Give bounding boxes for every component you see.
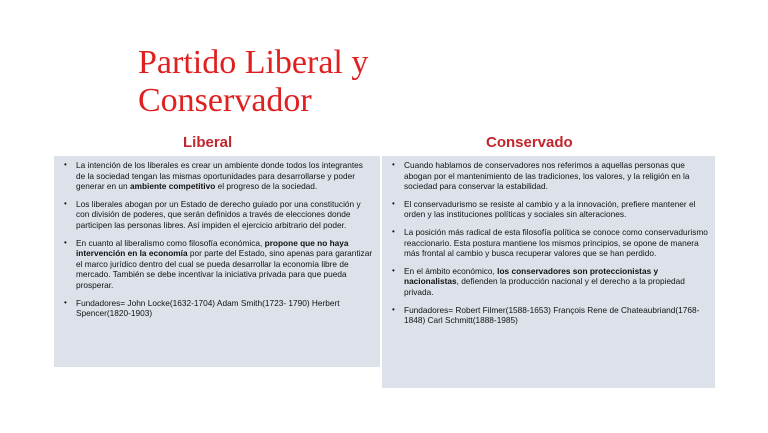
list-item: • Fundadores= Robert Filmer(1588-1653) François Rene de Chateaubriand(1768-1848) Carl Schmitt(1888-1985) [392, 304, 700, 326]
bullet-icon: • [64, 160, 67, 169]
bullet-icon: • [392, 304, 395, 314]
bullet-icon: • [64, 297, 67, 307]
liberal-heading: Liberal [183, 134, 233, 151]
list-item: • El conservadurismo se resiste al cambio y a la innovación, prefiere mantener el orden y las instituciones políticas y sociales sin alteraciones. [392, 198, 696, 220]
bullet-icon: • [392, 265, 395, 275]
list-item: • Fundadores= John Locke(1632-1704) Adam Smith(1723- 1790) Herbert Spencer(1820-1903) [64, 297, 340, 319]
liberal-list [62, 160, 374, 319]
page-title: Partido Liberal y Conservador [138, 44, 369, 119]
list-item: • La posición más radical de esta filosofía política se conoce como conservadurismo reaccionario. Esta postura mantiene los mismos principios, se opone de manera más frontal al cambio y busca recuperar valores que se han perdido. [392, 226, 708, 259]
bullet-icon: • [64, 198, 67, 208]
list-item: • La intención de los liberales es crear un ambiente donde todos los integrantes de la sociedad tengan las mismas oportunidades para desarrollarse y poder generar en un ambiente competitivo el progreso de la sociedad. [64, 160, 363, 192]
conservador-box [382, 156, 715, 388]
liberal-box [54, 156, 380, 367]
bullet-icon: • [392, 160, 395, 169]
list-item: • En cuanto al liberalismo como filosofía económica, propone que no haya intervención en la economía por parte del Estado, sino apenas para garantizar el marco jurídico dentro del cual se pueda desarrollar la economía libre de mercado. También se debe incentivar la iniciativa privada para que pueda prosperar. [64, 237, 373, 290]
list-item: • Cuando hablamos de conservadores nos referimos a aquellas personas que abogan por el mantenimiento de las tradiciones, los valores, y la religión en la sociedad para conservar la estabilidad. [392, 160, 690, 192]
list-item: • En el ámbito económico, los conservadores son proteccionistas y nacionalistas, defienden la producción nacional y el derecho a la propiedad privada. [392, 265, 685, 297]
bullet-icon: • [392, 226, 395, 236]
bullet-icon: • [64, 237, 67, 247]
bullet-icon: • [392, 198, 395, 208]
list-item: • Los liberales abogan por un Estado de derecho guiado por una constitución y con división de poderes, que serán definidos a través de elecciones donde participen las personas libres. Así impiden el ejercicio arbitrario del poder. [64, 198, 361, 230]
conservador-heading: Conservado [486, 134, 573, 151]
conservador-list [390, 160, 709, 326]
